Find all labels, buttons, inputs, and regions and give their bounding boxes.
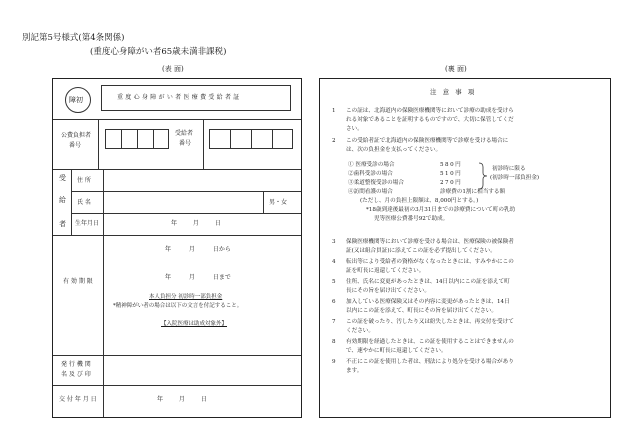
item-line: 転出等により受給者の資格がなくなったときには、すみやかにこの (346, 259, 514, 265)
item-line: ください。 (346, 328, 374, 334)
item-num: 9 (332, 359, 336, 365)
mental-note: *精神障がい者の場合は以下の文言を付記すること。 (113, 303, 243, 309)
item-line: この受給者証で北海道内の保険医療機関等で診療を受ける場合に (346, 138, 509, 144)
item-num: 2 (332, 138, 336, 144)
fee-label: ④訪問看護の場合 (348, 189, 393, 195)
circle-label: 障初 (69, 96, 83, 104)
item-line: 証を町長に返還してください。 (346, 268, 425, 274)
item-num: 3 (332, 239, 336, 245)
inpatient-note: 【入院医療は助成対象外】 (161, 321, 228, 327)
item-line: 保険医療機関等において診療を受ける場合は、医療保険の被保険者 (346, 239, 514, 245)
issuer-label-2: 名 及 び 印 (61, 371, 91, 378)
item-num: 4 (332, 259, 336, 265)
item-num: 7 (332, 319, 336, 325)
validity-label: 有 効 期 限 (63, 278, 93, 285)
item-line: で、速やかに町長に返還してください。 (346, 348, 447, 354)
insurer-label-2: 番号 (69, 142, 82, 149)
side-char-1: 受 (59, 174, 66, 182)
fee-label: ③柔道整復受診の場合 (348, 180, 404, 186)
back-card (319, 78, 611, 418)
item-line: ます。 (346, 368, 363, 374)
notes-title: 注 意 事 項 (430, 88, 477, 96)
fee-amount: 510円 (440, 171, 463, 177)
item-line: 不正にこの証を使用した者は、刑法により処分を受ける場合があり (346, 359, 514, 365)
fee-special-2: 児等医療公費番号92で助成。 (374, 216, 449, 222)
item-num: 1 (332, 108, 336, 114)
recipient-label: 受給者 (175, 130, 194, 137)
item-line: 証(又は組合員証)に添えてこの証を必ず提出してください。 (346, 248, 496, 254)
item-num: 5 (332, 279, 336, 285)
item-num: 8 (332, 339, 336, 345)
fee-note: 初診時に限る (492, 166, 526, 172)
fee-limit: (ただし、月の負担上限額は、8,000円とする。) (360, 198, 479, 204)
side-char-3: 者 (59, 220, 66, 228)
fee-label: ②歯科受診の場合 (348, 171, 393, 177)
birth-value: 年 月 日 (171, 220, 221, 227)
front-card (52, 78, 302, 418)
form-subtitle: (重度心身障がい者65歳未満非課税) (90, 47, 227, 57)
insurer-label: 公費負担者 (61, 132, 92, 139)
fee-note-2: (初診時一部負担金) (490, 175, 540, 181)
burden-text: 本人負担分 初診時一部負担金 (149, 294, 223, 300)
fee-amount: 270円 (440, 180, 463, 186)
item-line: は、次の負担金を支払ってください。 (346, 147, 442, 153)
birth-label: 生年月日 (75, 220, 100, 227)
item-line: れる対象であることを証明するものですので、大切に保管してくだ (346, 117, 514, 123)
recipient-label-2: 番号 (179, 140, 192, 147)
issue-date-label: 交 付 年 月 日 (59, 396, 97, 403)
item-line: さい。 (346, 126, 363, 132)
item-line: 住所、氏名に変更があったときは、14日以内にこの証を添えて町 (346, 279, 510, 285)
form-number: 別記第5号様式(第4条関係) (22, 33, 125, 43)
valid-from: 年 月 日から (165, 246, 231, 253)
issuer-label: 発 行 機 関 (61, 361, 91, 368)
brace-icon (478, 162, 488, 190)
item-line: 加入している医療保険又はその内容に変更があったときは、14日 (346, 299, 510, 305)
name-label: 氏 名 (77, 199, 91, 206)
gender-field: 男・女 (269, 199, 288, 206)
card-title: 重 度 心 身 障 が い 者 医 療 費 受 給 者 証 (117, 94, 240, 101)
fee-special: *18歳到達後最初の3月31日までの診療費について町の乳幼 (366, 207, 516, 213)
fee-amount: 580円 (440, 162, 463, 168)
issue-date-value: 年 月 日 (157, 396, 207, 403)
item-line: この証を破ったり、汚したり又は紛失したときは、再交付を受けて (346, 319, 514, 325)
back-caption: (裏 面) (445, 65, 467, 73)
side-char-2: 給 (59, 196, 66, 204)
item-num: 6 (332, 299, 336, 305)
item-line: 有効期限を経過したときは、この証を使用することはできませんの (346, 339, 514, 345)
fee-label: ① 医療受診の場合 (348, 162, 395, 168)
address-label: 住 所 (77, 177, 91, 184)
item-line: 以内にこの証を添えて、町長にその旨を届け出てください。 (346, 308, 497, 314)
front-caption: (表 面) (162, 65, 184, 73)
item-line: 長にその旨を届け出てください。 (346, 288, 430, 294)
item-line: この証は、北海道内の保険医療機関等において診療の助成を受けら (346, 108, 514, 114)
fee-amount: 診療費の1割に相当する額 (440, 189, 506, 195)
valid-until: 年 月 日まで (165, 274, 231, 281)
